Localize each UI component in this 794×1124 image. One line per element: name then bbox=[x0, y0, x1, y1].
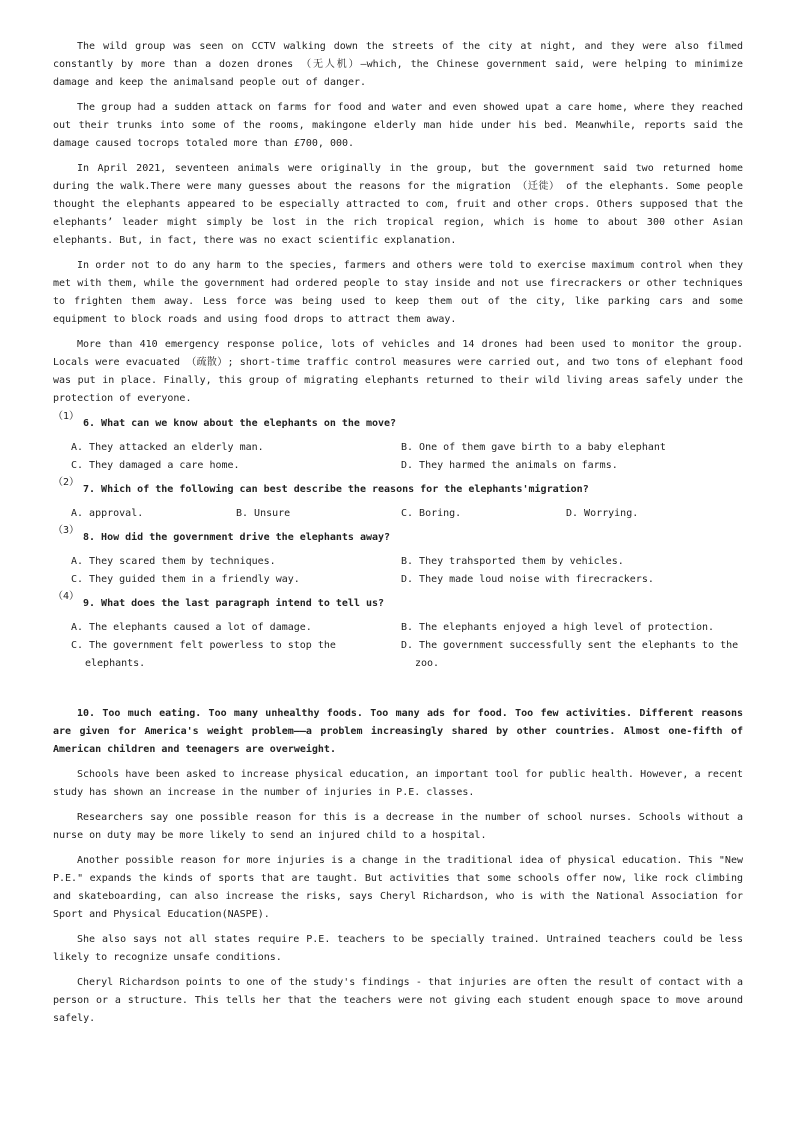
option-b: B. Unsure bbox=[236, 508, 291, 519]
paragraph: Cheryl Richardson points to one of the study's findings - that injuries are often the result of contact with a person or a structure. This tells her that the teachers were not giving each student enough space to move around safely. bbox=[53, 977, 743, 1024]
option-d: D. Worrying. bbox=[566, 508, 639, 519]
question-4 bbox=[53, 591, 743, 673]
option-a: A. The elephants caused a lot of damage. bbox=[71, 622, 312, 633]
option-d: D. They harmed the animals on farms. bbox=[401, 460, 618, 471]
option-d: D. The government successfully sent the elephants to the zoo. bbox=[401, 640, 739, 669]
options bbox=[53, 619, 743, 673]
option-c: C. The government felt powerless to stop the elephants. bbox=[71, 640, 336, 669]
option-c: C. Boring. bbox=[401, 508, 462, 519]
question-3 bbox=[53, 525, 743, 589]
question-1 bbox=[53, 411, 743, 475]
question-2 bbox=[53, 477, 743, 523]
option-b: B. They trahsported them by vehicles. bbox=[401, 556, 624, 567]
option-c: C. They guided them in a friendly way. bbox=[71, 574, 300, 585]
paragraph: Researchers say one possible reason for this is a decrease in the number of school nurses. Schools without a nurse on duty may be more likely to send an injured child to a hospital. bbox=[53, 812, 743, 841]
paragraph: The group had a sudden attack on farms for food and water and even showed upat a care home, where they reached out their trunks into some of the rooms, makingone elderly man hide under his bed. Meanwhile, reports said the damage caused tocrops totaled more than £700, 000. bbox=[53, 102, 743, 149]
option-a: A. approval. bbox=[71, 508, 144, 519]
question-number: （3） bbox=[53, 525, 80, 536]
question-number: （2） bbox=[53, 477, 80, 488]
passage-elephants bbox=[53, 38, 743, 408]
question-text: 7. Which of the following can best describe the reasons for the elephants'migration? bbox=[83, 484, 589, 495]
option-d: D. They made loud noise with firecrackers. bbox=[401, 574, 654, 585]
option-b: B. The elephants enjoyed a high level of protection. bbox=[401, 622, 715, 633]
option-a: A. They attacked an elderly man. bbox=[71, 442, 264, 453]
paragraph: In April 2021, seventeen animals were originally in the group, but the government said two returned home during the walk.There were many guesses about the reasons for the migration （迁徙） of the elephants. Some people thought the elephants appeared to be especially attracted to com, fruit and other crops. Others supposed that the elephants’ leader might simply be lost in the rich tropical region, which is home to about 300 other Asian elephants. But, in fact, there was no exact scientific explanation. bbox=[53, 163, 743, 246]
paragraph: More than 410 emergency response police, lots of vehicles and 14 drones had been used to monitor the group. Locals were evacuated （疏散）; short-time traffic control measures were carried out, and two tons of elephant food was put in place. Finally, this group of migrating elephants returned to their wild living areas safely under the protection of everyone. bbox=[53, 339, 743, 404]
option-c: C. They damaged a care home. bbox=[71, 460, 240, 471]
options bbox=[53, 439, 743, 475]
paragraph: Another possible reason for more injuries is a change in the traditional idea of physical education. This "New P.E." expands the kinds of sports that are taught. But activities that some schools offer now, like rock climbing and skateboarding, can also increase the risks, says Cheryl Richardson, who is with the National Association for Sport and Physical Education(NASPE). bbox=[53, 855, 743, 920]
passage-pe-injuries bbox=[53, 705, 743, 1028]
passage-intro: 10. Too much eating. Too many unhealthy foods. Too many ads for food. Too few activities. Different reasons are given for America's weight problem——a problem increasingly shared by other countries. Almost one-fifth of American children and teenagers are overweight. bbox=[53, 708, 743, 755]
options bbox=[53, 505, 743, 523]
question-number: （4） bbox=[53, 591, 80, 602]
option-b: B. One of them gave birth to a baby elephant bbox=[401, 442, 666, 453]
paragraph: She also says not all states require P.E. teachers to be specially trained. Untrained teachers could be less likely to recognize unsafe conditions. bbox=[53, 934, 743, 963]
question-text: 8. How did the government drive the elephants away? bbox=[83, 532, 391, 543]
paragraph: The wild group was seen on CCTV walking down the streets of the city at night, and they were also filmed constantly by more than a dozen drones （无人机）—which, the Chinese government said, were helping to minimize damage and keep the animalsand people out of danger. bbox=[53, 41, 743, 88]
document-page bbox=[53, 38, 743, 1035]
question-text: 9. What does the last paragraph intend to tell us? bbox=[83, 598, 385, 609]
paragraph: In order not to do any harm to the species, farmers and others were told to exercise maximum control when they met with them, while the government had ordered people to stay inside and not use firecrackers or other techniques to frighten them away. Less force was being used to keep them out of the city, like parking cars and some equipment to block roads and using food drops to attract them away. bbox=[53, 260, 743, 325]
option-a: A. They scared them by techniques. bbox=[71, 556, 276, 567]
question-number: （1） bbox=[53, 411, 80, 422]
paragraph: Schools have been asked to increase physical education, an important tool for public health. However, a recent study has shown an increase in the number of injuries in P.E. classes. bbox=[53, 769, 743, 798]
question-text: 6. What can we know about the elephants on the move? bbox=[83, 418, 397, 429]
options bbox=[53, 553, 743, 589]
